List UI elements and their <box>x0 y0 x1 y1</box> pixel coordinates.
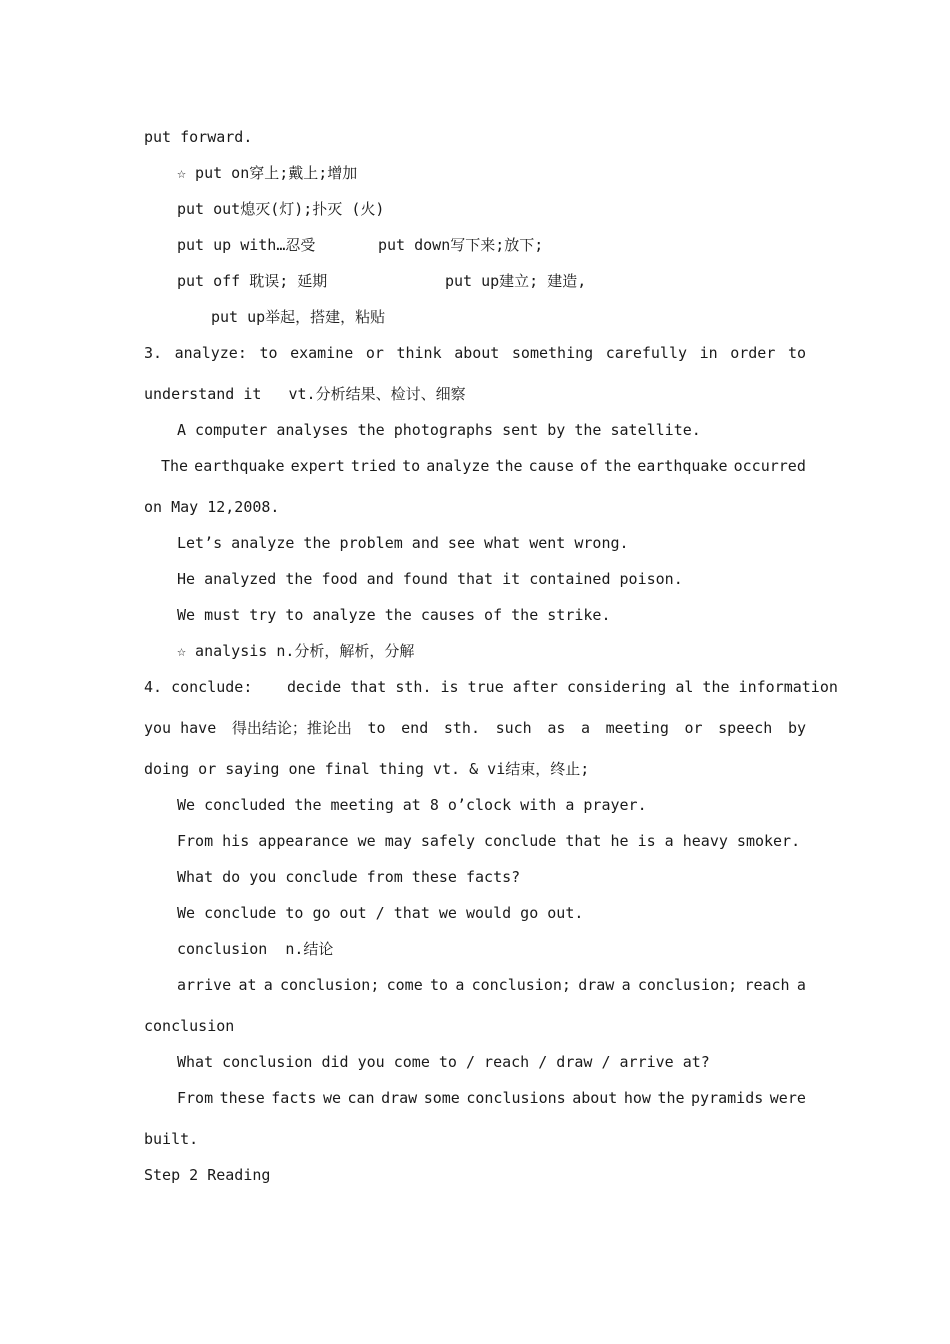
text-line: put forward. <box>144 128 253 146</box>
word: speech <box>718 719 773 737</box>
word: the <box>495 457 523 475</box>
word: about <box>572 1089 618 1107</box>
word: think <box>396 344 442 362</box>
word: the <box>657 1089 685 1107</box>
word-group: decide that sth. is true after considering al the information <box>287 678 838 696</box>
word: to <box>402 457 421 475</box>
word: The <box>161 457 189 475</box>
word: something <box>511 344 594 362</box>
word: order <box>730 344 776 362</box>
word: arrive <box>177 976 232 994</box>
text-line: doing or saying one final thing vt. & vi结束，终止; <box>144 760 590 778</box>
text-line: put up建立; 建造, <box>445 272 587 290</box>
word: how <box>623 1089 651 1107</box>
word: pyramids <box>691 1089 764 1107</box>
word: the <box>604 457 632 475</box>
word: occurred <box>733 457 806 475</box>
word: such <box>495 719 532 737</box>
text-line: He analyzed the food and found that it contained poison. <box>177 570 683 588</box>
text-line: put out熄灭(灯);扑灭 (火) <box>177 200 385 218</box>
text-line: We must try to analyze the causes of the strike. <box>177 606 611 624</box>
section-heading: Step 2 Reading <box>144 1166 271 1184</box>
text-line: What do you conclude from these facts? <box>177 868 521 886</box>
word: analyze <box>426 457 490 475</box>
text-line: conclusion n.结论 <box>177 940 334 958</box>
word: can <box>347 1089 375 1107</box>
word: 3. <box>144 344 163 362</box>
word: sth. <box>443 719 480 737</box>
word: examine <box>290 344 354 362</box>
word: these <box>219 1089 265 1107</box>
word: conclusion; <box>637 976 738 994</box>
text-line: ☆ put on穿上;戴上;增加 <box>177 164 358 182</box>
justified-line <box>177 1089 806 1107</box>
word: to <box>259 344 278 362</box>
text-line: on May 12,2008. <box>144 498 280 516</box>
word: or <box>365 344 384 362</box>
word: cause <box>528 457 574 475</box>
word: 得出结论；推论出 <box>231 719 352 737</box>
text-line: We conclude to go out / that we would go out. <box>177 904 584 922</box>
word: a <box>455 976 465 994</box>
word: as <box>547 719 566 737</box>
word: conclusions <box>466 1089 566 1107</box>
word: conclusion; <box>280 976 380 994</box>
text-line: put up举起，搭建，粘贴 <box>211 308 386 326</box>
justified-line <box>144 344 806 362</box>
text-line: We concluded the meeting at 8 o’clock with a prayer. <box>177 796 647 814</box>
word: come <box>386 976 423 994</box>
word: end <box>401 719 429 737</box>
word: or <box>684 719 703 737</box>
word: draw <box>578 976 615 994</box>
word: facts <box>271 1089 317 1107</box>
justified-line <box>177 976 806 994</box>
word: earthquake <box>637 457 728 475</box>
word: about <box>454 344 500 362</box>
word: some <box>423 1089 460 1107</box>
word: carefully <box>605 344 688 362</box>
word: were <box>769 1089 806 1107</box>
word: we <box>322 1089 341 1107</box>
word: you have <box>144 719 217 737</box>
word: in <box>699 344 718 362</box>
word: a <box>263 976 273 994</box>
word: tried <box>350 457 396 475</box>
word: From <box>177 1089 214 1107</box>
text-line: put down写下来;放下; <box>378 236 544 254</box>
word: to <box>367 719 386 737</box>
word: conclusion; <box>471 976 571 994</box>
word: a <box>581 719 591 737</box>
word: reach <box>744 976 790 994</box>
text-line: ☆ analysis n.分析，解析，分解 <box>177 642 415 660</box>
word: at <box>238 976 257 994</box>
word: a <box>621 976 631 994</box>
word: meeting <box>605 719 669 737</box>
word: draw <box>381 1089 418 1107</box>
word: a <box>796 976 806 994</box>
word: expert <box>290 457 345 475</box>
justified-line <box>144 719 806 737</box>
text-line: built. <box>144 1130 199 1148</box>
word: to <box>787 344 806 362</box>
text-line: What conclusion did you come to / reach / draw / arrive at? <box>177 1053 710 1071</box>
text-line: Let’s analyze the problem and see what went wrong. <box>177 534 629 552</box>
text-line: put off 耽误; 延期 <box>177 272 328 290</box>
text-line: put up with…忍受 <box>177 236 316 254</box>
text-line: conclusion <box>144 1017 235 1035</box>
word: of <box>579 457 598 475</box>
word: to <box>430 976 449 994</box>
word: analyze: <box>174 344 247 362</box>
text-line <box>287 678 838 696</box>
word: earthquake <box>194 457 285 475</box>
text-line: 4. conclude: <box>144 678 253 696</box>
justified-line <box>161 457 806 475</box>
text-line: understand it vt.分析结果、检讨、细察 <box>144 385 466 403</box>
word: by <box>787 719 806 737</box>
text-line: From his appearance we may safely conclude that he is a heavy smoker. <box>177 832 801 850</box>
text-line: A computer analyses the photographs sent by the satellite. <box>177 421 701 439</box>
